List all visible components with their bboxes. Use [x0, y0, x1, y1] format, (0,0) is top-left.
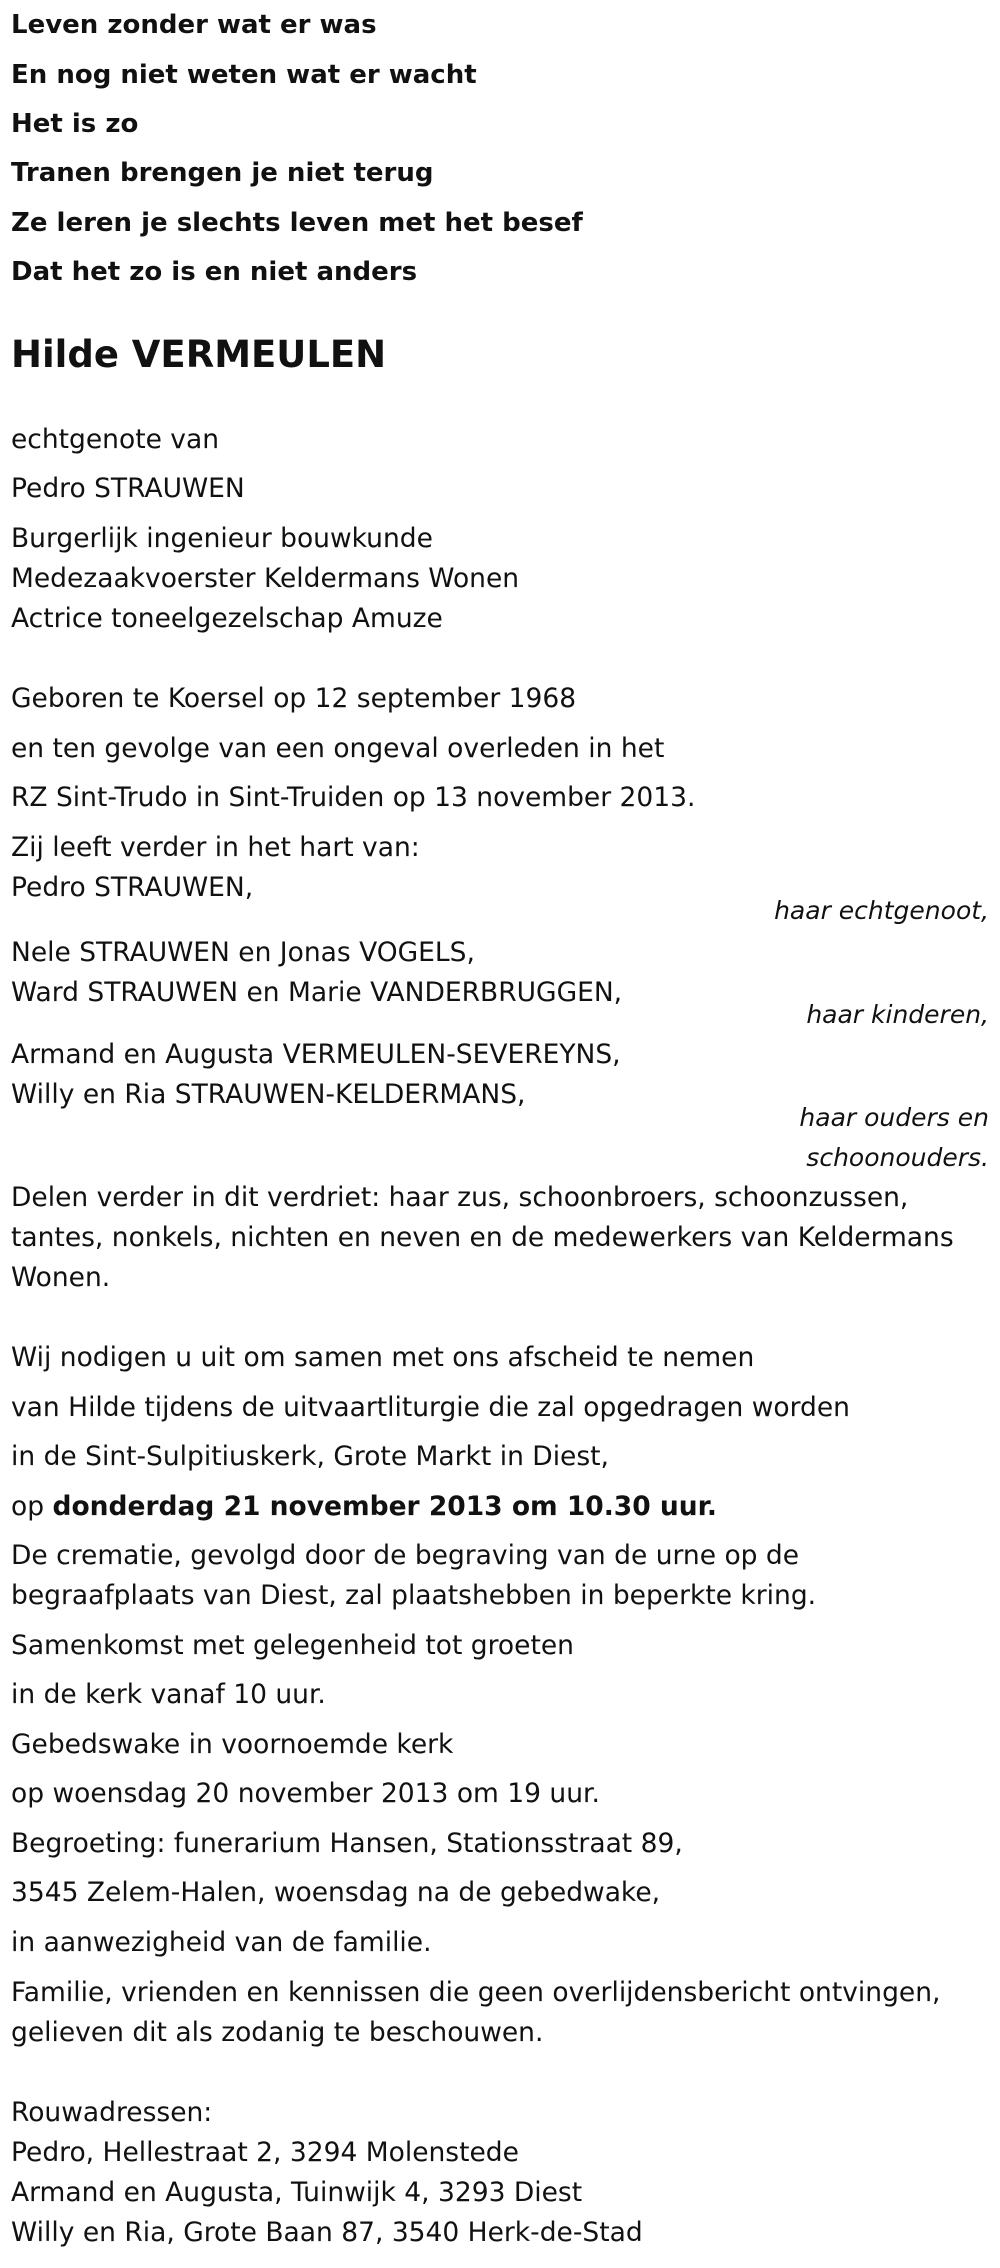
address-line: Willy en Ria, Grote Baan 87, 3540 Herk-de-Stad [11, 2217, 643, 2248]
relation-parents: schoonouders. [806, 1143, 989, 1172]
gathering-line: in de kerk vanaf 10 uur. [11, 1679, 326, 1710]
service-line [11, 1487, 717, 1527]
poem-line: Ze leren je slechts leven met het besef [11, 208, 583, 238]
lives-on-intro: Zij leeft verder in het hart van: [11, 832, 420, 863]
deceased-name: Hilde VERMEULEN [11, 333, 387, 376]
gathering-line: op woensdag 20 november 2013 om 19 uur. [11, 1778, 600, 1809]
invitation-line: Wij nodigen u uit om samen met ons afscheid te nemen [11, 1342, 755, 1373]
relation-children: haar kinderen, [806, 1000, 989, 1029]
birth-death-line: en ten gevolge van een ongeval overleden in het [11, 733, 665, 764]
cremation-line: De crematie, gevolgd door de begraving van de urne op de [11, 1540, 800, 1571]
invitation-line: in de Sint-Sulpitiuskerk, Grote Markt in Diest, [11, 1441, 609, 1472]
invitation-line: van Hilde tijdens de uitvaartliturgie die zal opgedragen worden [11, 1392, 850, 1423]
notice-line: Familie, vrienden en kennissen die geen overlijdensbericht ontvingen, [11, 1977, 941, 2008]
poem-line: En nog niet weten wat er wacht [11, 60, 477, 90]
relation-spouse: haar echtgenoot, [774, 896, 989, 925]
gathering-line: 3545 Zelem-Halen, woensdag na de gebedwake, [11, 1877, 661, 1908]
poem-line: Tranen brengen je niet terug [11, 158, 434, 188]
spouse-intro: echtgenote van [11, 424, 220, 455]
notice-line: gelieven dit als zodanig te beschouwen. [11, 2017, 544, 2048]
family-child: Nele STRAUWEN en Jonas VOGELS, [11, 937, 475, 968]
occupation-line: Actrice toneelgezelschap Amuze [11, 603, 443, 634]
address-line: Pedro, Hellestraat 2, 3294 Molenstede [11, 2137, 519, 2168]
cremation-line: begraafplaats van Diest, zal plaatshebben in beperkte kring. [11, 1580, 817, 1611]
family-spouse: Pedro STRAUWEN, [11, 872, 254, 903]
occupation-line: Medezaakvoerster Keldermans Wonen [11, 563, 520, 594]
poem-line: Dat het zo is en niet anders [11, 257, 418, 287]
gathering-line: Gebedswake in voornoemde kerk [11, 1729, 454, 1760]
also-grieving-line: tantes, nonkels, nichten en neven en de medewerkers van Keldermans [11, 1222, 954, 1253]
service-date: donderdag 21 november 2013 om 10.30 uur. [52, 1491, 718, 1522]
also-grieving-line: Delen verder in dit verdriet: haar zus, schoonbroers, schoonzussen, [11, 1182, 909, 1213]
addresses-title: Rouwadressen: [11, 2097, 213, 2128]
gathering-line: in aanwezigheid van de familie. [11, 1927, 432, 1958]
spouse-name: Pedro STRAUWEN [11, 473, 245, 504]
poem-line: Het is zo [11, 109, 139, 139]
birth-death-line: RZ Sint-Trudo in Sint-Truiden op 13 november 2013. [11, 782, 696, 813]
gathering-line: Samenkomst met gelegenheid tot groeten [11, 1630, 574, 1661]
birth-death-line: Geboren te Koersel op 12 september 1968 [11, 683, 577, 714]
relation-parents: haar ouders en [799, 1103, 989, 1132]
family-parent: Willy en Ria STRAUWEN-KELDERMANS, [11, 1079, 526, 1110]
family-parent: Armand en Augusta VERMEULEN-SEVEREYNS, [11, 1039, 621, 1070]
also-grieving-line: Wonen. [11, 1262, 111, 1293]
address-line: Armand en Augusta, Tuinwijk 4, 3293 Diest [11, 2177, 583, 2208]
gathering-line: Begroeting: funerarium Hansen, Stationsstraat 89, [11, 1828, 683, 1859]
family-child: Ward STRAUWEN en Marie VANDERBRUGGEN, [11, 977, 623, 1008]
occupation-line: Burgerlijk ingenieur bouwkunde [11, 523, 433, 554]
service-prefix: op [11, 1491, 53, 1522]
poem-line: Leven zonder wat er was [11, 10, 377, 40]
